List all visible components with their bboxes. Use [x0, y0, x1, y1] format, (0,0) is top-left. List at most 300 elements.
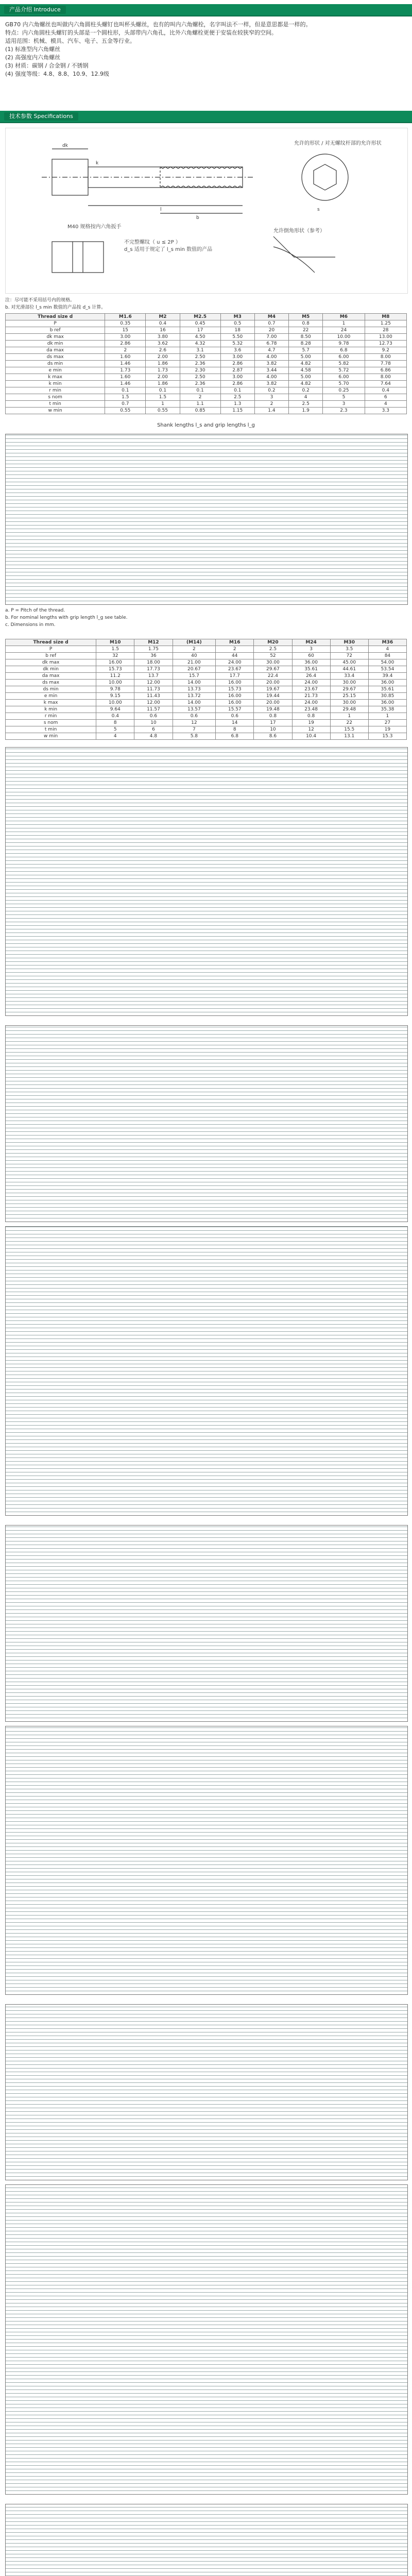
row-label: ds max: [6, 680, 96, 686]
table-cell: 21.00: [173, 659, 216, 666]
table-row: [6, 347, 407, 354]
table-cell: 5: [323, 394, 365, 401]
length-table-1: [5, 434, 408, 605]
table-row: [6, 653, 407, 659]
thread-size-header: M2: [146, 314, 180, 320]
table-cell: 5.82: [323, 361, 365, 367]
table-cell: 2: [105, 347, 146, 354]
table-cell: 44: [216, 653, 254, 659]
thread-size-label: Thread size d: [6, 314, 105, 320]
table-cell: 7: [173, 726, 216, 733]
thread-size-header: M10: [96, 639, 134, 646]
spec-table-2: [5, 639, 407, 740]
table-cell: 3.00: [220, 374, 254, 381]
table-cell: 32: [96, 653, 134, 659]
table-cell: 6.00: [323, 374, 365, 381]
row-label: b ref: [6, 653, 96, 659]
table-cell: 1.4: [254, 408, 288, 414]
row-label: P: [6, 646, 96, 653]
table-cell: 10: [134, 720, 173, 726]
table-cell: 3.00: [220, 354, 254, 361]
table-cell: 12.00: [134, 700, 173, 706]
table-cell: 8.00: [365, 374, 406, 381]
table-cell: 1.73: [146, 367, 180, 374]
table-cell: 12: [173, 720, 216, 726]
svg-text:dk: dk: [62, 143, 68, 148]
intro-line: (2) 高强度内六角螺丝: [5, 54, 61, 61]
table-cell: 2.36: [180, 381, 220, 387]
table-cell: 2.30: [180, 367, 220, 374]
table-cell: 16.00: [216, 700, 254, 706]
table-row: [6, 327, 407, 334]
table-cell: 2.86: [220, 361, 254, 367]
intro-line: (4) 强度等级：4.8、8.8、10.9、12.9级: [5, 71, 110, 77]
table-cell: 2.00: [146, 374, 180, 381]
row-label: ds min: [6, 361, 105, 367]
table-row: [6, 381, 407, 387]
table-cell: 3.82: [254, 381, 288, 387]
table-cell: 9.78: [323, 341, 365, 347]
table-cell: 6.8: [216, 733, 254, 740]
table-cell: 0.45: [180, 320, 220, 327]
row-label: w min: [6, 733, 96, 740]
table-cell: 14.00: [173, 700, 216, 706]
table-cell: 2.5: [289, 401, 323, 408]
intro-line: 特点：内六角圆柱头螺钉的头部是一个圆柱形，头部带内六角孔，比外六角螺栓更便于安装在较狭窄的空间。: [5, 29, 277, 36]
table-cell: 24.00: [292, 700, 330, 706]
table-cell: 26.4: [292, 673, 330, 680]
table-title: Shank lengths l_s and grip lengths l_g: [5, 422, 407, 433]
table-cell: 54.00: [368, 659, 406, 666]
table-row: [6, 367, 407, 374]
table-cell: 2.6: [146, 347, 180, 354]
table-cell: 4: [365, 401, 406, 408]
table-cell: 20: [254, 327, 288, 334]
table-cell: 0.5: [220, 320, 254, 327]
table-row: [6, 374, 407, 381]
row-label: k max: [6, 374, 105, 381]
table-cell: 3: [323, 401, 365, 408]
table-cell: 15.5: [330, 726, 368, 733]
table-cell: 1: [368, 713, 406, 720]
table-cell: 39.4: [368, 673, 406, 680]
table-cell: 3.5: [330, 646, 368, 653]
table-cell: 18: [220, 327, 254, 334]
table-cell: 5.7: [289, 347, 323, 354]
table-cell: 28: [365, 327, 406, 334]
table-cell: 19.67: [254, 686, 292, 693]
table-cell: 1: [323, 320, 365, 327]
table-cell: 8.6: [254, 733, 292, 740]
table-row: [6, 726, 407, 733]
table-cell: 1.3: [220, 401, 254, 408]
table-row: [6, 706, 407, 713]
table-cell: 20.00: [254, 680, 292, 686]
row-label: e min: [6, 367, 105, 374]
table-cell: 1.60: [105, 374, 146, 381]
table-cell: 19: [292, 720, 330, 726]
row-label: t min: [6, 726, 96, 733]
table-cell: 11.73: [134, 686, 173, 693]
table-row: [6, 666, 407, 673]
table-cell: 35.61: [368, 686, 406, 693]
table-cell: 15.3: [368, 733, 406, 740]
table-cell: 5: [96, 726, 134, 733]
table-cell: 15.7: [173, 673, 216, 680]
table-cell: 0.1: [105, 387, 146, 394]
table-cell: 1.1: [180, 401, 220, 408]
table-cell: 10.00: [323, 334, 365, 341]
table-row: [6, 387, 407, 394]
spec-note: b. 对光滑部位 l_s min 数值的产品按 d_s 计算。: [5, 305, 106, 310]
table-cell: 22.4: [254, 673, 292, 680]
table-cell: 30.00: [254, 659, 292, 666]
table-cell: 1: [330, 713, 368, 720]
table-row: [6, 408, 407, 414]
svg-text:s: s: [317, 207, 320, 212]
table-cell: 19: [368, 726, 406, 733]
row-label: k min: [6, 706, 96, 713]
thread-size-header: M4: [254, 314, 288, 320]
thread-size-header: M6: [323, 314, 365, 320]
table-cell: 2: [216, 646, 254, 653]
table-cell: 53.54: [368, 666, 406, 673]
row-label: dk max: [6, 659, 96, 666]
table-cell: 9.15: [96, 693, 134, 700]
svg-text:l: l: [160, 207, 162, 212]
table-cell: 5.50: [220, 334, 254, 341]
table-footnote: a. P = Pitch of the thread.: [5, 608, 65, 613]
table-cell: 10.00: [96, 680, 134, 686]
table-cell: 5.70: [323, 381, 365, 387]
table-cell: 1: [146, 401, 180, 408]
table-cell: 0.8: [292, 713, 330, 720]
table-cell: 16: [146, 327, 180, 334]
table-cell: 8.00: [365, 354, 406, 361]
table-cell: 6.8: [323, 347, 365, 354]
thread-size-header: M3: [220, 314, 254, 320]
table-cell: 2: [173, 646, 216, 653]
row-label: e min: [6, 693, 96, 700]
table-cell: 12: [292, 726, 330, 733]
table-cell: 13.7: [134, 673, 173, 680]
row-label: w min: [6, 408, 105, 414]
table-cell: 0.6: [134, 713, 173, 720]
row-label: dk min: [6, 341, 105, 347]
thread-size-header: M12: [134, 639, 173, 646]
table-cell: 13.1: [330, 733, 368, 740]
table-row: [6, 673, 407, 680]
technical-drawing: [5, 128, 408, 294]
table-cell: 29.67: [254, 666, 292, 673]
spec-note: 注：尽可能不采用括号内的规格。: [5, 298, 75, 303]
table-cell: 9.2: [365, 347, 406, 354]
row-label: dk min: [6, 666, 96, 673]
table-cell: 11.2: [96, 673, 134, 680]
length-table-2: [5, 747, 408, 1016]
table-cell: 0.55: [105, 408, 146, 414]
table-cell: 13.00: [365, 334, 406, 341]
spec-table-5: [5, 2004, 408, 2180]
table-cell: 0.2: [289, 387, 323, 394]
table-row: [6, 646, 407, 653]
table-cell: 5.00: [289, 374, 323, 381]
table-cell: 4.7: [254, 347, 288, 354]
table-cell: 10.4: [292, 733, 330, 740]
table-cell: 0.8: [289, 320, 323, 327]
table-cell: 13.73: [173, 686, 216, 693]
table-cell: 7.64: [365, 381, 406, 387]
table-row: [6, 713, 407, 720]
table-cell: 14.00: [173, 680, 216, 686]
row-label: s nom: [6, 394, 105, 401]
drawing-caption: M40 规格按内六角扳手: [67, 224, 122, 230]
table-row: [6, 700, 407, 706]
thread-size-header: M24: [292, 639, 330, 646]
table-cell: 17.7: [216, 673, 254, 680]
table-cell: 12.00: [134, 680, 173, 686]
length-table-5: [5, 2184, 408, 2495]
table-cell: 14: [216, 720, 254, 726]
table-cell: 0.2: [254, 387, 288, 394]
table-cell: 0.7: [105, 401, 146, 408]
length-table-3: [5, 1226, 408, 1516]
table-cell: 40: [173, 653, 216, 659]
table-cell: 6.00: [323, 354, 365, 361]
svg-text:k: k: [96, 161, 99, 166]
table-cell: 18.00: [134, 659, 173, 666]
thread-size-label: Thread size d: [6, 639, 96, 646]
spec-table-1: [5, 313, 407, 414]
row-label: k min: [6, 381, 105, 387]
table-cell: 0.1: [146, 387, 180, 394]
table-cell: 3.00: [105, 334, 146, 341]
table-cell: 1.86: [146, 361, 180, 367]
row-label: s nom: [6, 720, 96, 726]
table-cell: 20.00: [254, 700, 292, 706]
table-cell: 6.78: [254, 341, 288, 347]
table-cell: 2: [180, 394, 220, 401]
table-cell: 11.43: [134, 693, 173, 700]
table-cell: 6: [365, 394, 406, 401]
table-cell: 15.73: [96, 666, 134, 673]
table-cell: 0.4: [365, 387, 406, 394]
row-label: dk max: [6, 334, 105, 341]
section-label: 产品介绍 Introduce: [4, 6, 66, 14]
table-cell: 4.00: [254, 354, 288, 361]
spec-table-3: [5, 1025, 408, 1222]
table-cell: 4.82: [289, 361, 323, 367]
table-row: [6, 733, 407, 740]
table-row: [6, 361, 407, 367]
table-row: [6, 401, 407, 408]
table-cell: 0.55: [146, 408, 180, 414]
table-cell: 7.00: [254, 334, 288, 341]
table-cell: 15.73: [216, 686, 254, 693]
table-cell: 1.75: [134, 646, 173, 653]
table-cell: 1.73: [105, 367, 146, 374]
screw-drawing-svg: [6, 128, 407, 293]
table-cell: 4.50: [180, 334, 220, 341]
table-cell: 5.32: [220, 341, 254, 347]
table-cell: 72: [330, 653, 368, 659]
table-cell: 1.60: [105, 354, 146, 361]
length-table-4: [5, 1726, 408, 1995]
thread-size-header: (M14): [173, 639, 216, 646]
thread-size-header: M2.5: [180, 314, 220, 320]
table-cell: 30.00: [330, 700, 368, 706]
row-label: da max: [6, 347, 105, 354]
table-cell: 30.85: [368, 693, 406, 700]
table-cell: 8: [96, 720, 134, 726]
table-cell: 17: [180, 327, 220, 334]
table-cell: 2.50: [180, 354, 220, 361]
table-row: [6, 680, 407, 686]
table-cell: 1.25: [365, 320, 406, 327]
intro-line: (1) 标准型内六角螺丝: [5, 46, 61, 53]
intro-text: [5, 21, 407, 78]
table-footnote: b. For nominal lengths with grip length l_g see table.: [5, 615, 128, 620]
table-cell: 24.00: [292, 680, 330, 686]
table-cell: 35.38: [368, 706, 406, 713]
table-cell: 0.4: [146, 320, 180, 327]
table-cell: 5.00: [289, 354, 323, 361]
table-cell: 21.73: [292, 693, 330, 700]
table-cell: 3.82: [254, 361, 288, 367]
table-cell: 9.78: [96, 686, 134, 693]
table-cell: 4.8: [134, 733, 173, 740]
table-cell: 6: [134, 726, 173, 733]
table-cell: 3: [292, 646, 330, 653]
table-cell: 0.6: [216, 713, 254, 720]
table-cell: 29.48: [330, 706, 368, 713]
row-label: k max: [6, 700, 96, 706]
row-label: ds min: [6, 686, 96, 693]
row-label: r min: [6, 713, 96, 720]
table-cell: 0.1: [220, 387, 254, 394]
table-cell: 16.00: [216, 693, 254, 700]
intro-line: GB70 内六角螺丝也叫做内六角圆柱头螺钉也叫杯头螺丝，也有的叫内六角螺栓，名字叫法不一样，但是意思都是一样的。: [5, 21, 312, 28]
row-label: ds max: [6, 354, 105, 361]
table-cell: 4: [96, 733, 134, 740]
table-row: [6, 686, 407, 693]
table-cell: 35.61: [292, 666, 330, 673]
table-cell: 52: [254, 653, 292, 659]
table-cell: 1.86: [146, 381, 180, 387]
table-cell: 17: [254, 720, 292, 726]
table-cell: 2.36: [180, 361, 220, 367]
thread-size-header: M8: [365, 314, 406, 320]
intro-line: (3) 材质：碳钢 / 合金钢 / 不锈钢: [5, 62, 89, 69]
table-cell: 36: [134, 653, 173, 659]
drawing-caption: 允许的形状 / 对无螺纹杆部的允许形状: [294, 141, 382, 146]
table-cell: 2.3: [323, 408, 365, 414]
table-row: [6, 693, 407, 700]
table-cell: 1.5: [105, 394, 146, 401]
table-cell: 8.28: [289, 341, 323, 347]
table-row: [6, 334, 407, 341]
table-cell: 2: [254, 401, 288, 408]
table-cell: 84: [368, 653, 406, 659]
drawing-note: d_s 适用于规定了 l_s min 数值的产品: [124, 247, 213, 252]
table-cell: 13.57: [173, 706, 216, 713]
table-cell: 24: [323, 327, 365, 334]
table-cell: 36.00: [292, 659, 330, 666]
spec-table-6: [5, 2504, 408, 2576]
table-cell: 19.44: [254, 693, 292, 700]
table-cell: 12.73: [365, 341, 406, 347]
table-cell: 0.1: [180, 387, 220, 394]
table-cell: 5.8: [173, 733, 216, 740]
table-row: [6, 341, 407, 347]
table-cell: 4: [289, 394, 323, 401]
thread-size-header: M5: [289, 314, 323, 320]
table-cell: 20.67: [173, 666, 216, 673]
table-row: [6, 720, 407, 726]
table-cell: 2.5: [254, 646, 292, 653]
table-cell: 8.50: [289, 334, 323, 341]
table-cell: 1.46: [105, 361, 146, 367]
table-row: [6, 394, 407, 401]
drawing-caption: 不完整螺纹（ u ≤ 2P ）: [124, 240, 181, 245]
spec-table-4: [5, 1525, 408, 1722]
table-footnote: c. Dimensions in mm.: [5, 622, 56, 628]
intro-line: 适用范围：机械、模具、汽车、电子、五金等行业。: [5, 38, 135, 44]
table-cell: 4.32: [180, 341, 220, 347]
table-cell: 4.00: [254, 374, 288, 381]
table-cell: 60: [292, 653, 330, 659]
table-cell: 36.00: [368, 700, 406, 706]
table-cell: 1.9: [289, 408, 323, 414]
table-cell: 5.72: [323, 367, 365, 374]
table-cell: 0.8: [254, 713, 292, 720]
table-cell: 23.48: [292, 706, 330, 713]
table-cell: 3.3: [365, 408, 406, 414]
thread-size-header: M16: [216, 639, 254, 646]
table-cell: 1.5: [146, 394, 180, 401]
table-cell: 27: [368, 720, 406, 726]
table-cell: 45.00: [330, 659, 368, 666]
table-cell: 13.72: [173, 693, 216, 700]
table-cell: 44.61: [330, 666, 368, 673]
table-cell: 3.1: [180, 347, 220, 354]
thread-size-header: M36: [368, 639, 406, 646]
table-cell: 22: [330, 720, 368, 726]
section-header-intro: [0, 4, 412, 16]
thread-size-header: M1.6: [105, 314, 146, 320]
table-cell: 3.44: [254, 367, 288, 374]
table-cell: 19.48: [254, 706, 292, 713]
table-cell: 8: [216, 726, 254, 733]
table-cell: 4.82: [289, 381, 323, 387]
table-cell: 33.4: [330, 673, 368, 680]
table-cell: 29.67: [330, 686, 368, 693]
row-label: t min: [6, 401, 105, 408]
table-cell: 11.57: [134, 706, 173, 713]
table-cell: 15.57: [216, 706, 254, 713]
table-cell: 30.00: [330, 680, 368, 686]
table-cell: 2.87: [220, 367, 254, 374]
table-cell: 0.35: [105, 320, 146, 327]
table-row: [6, 659, 407, 666]
table-row: [6, 354, 407, 361]
table-cell: 25.15: [330, 693, 368, 700]
row-label: b ref: [6, 327, 105, 334]
table-cell: 10: [254, 726, 292, 733]
table-cell: 0.85: [180, 408, 220, 414]
thread-size-header: M20: [254, 639, 292, 646]
row-label: da max: [6, 673, 96, 680]
